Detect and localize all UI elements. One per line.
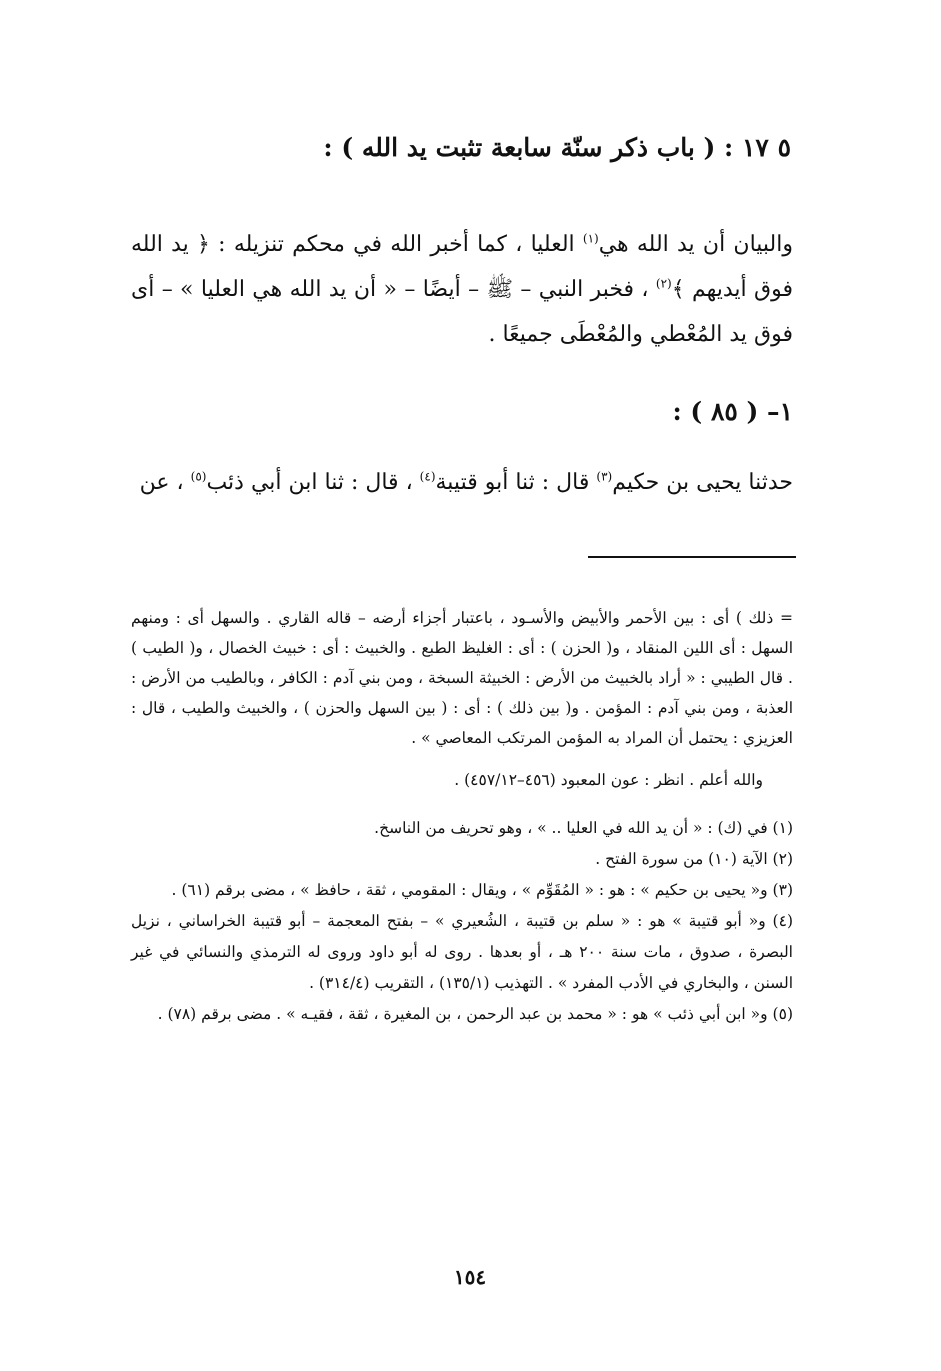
hadith-isnad bbox=[131, 463, 793, 503]
hadith-number-heading: ١– ( ٨٥ ) : bbox=[672, 397, 793, 426]
footnotes-section bbox=[131, 603, 793, 1030]
footnote-ref-4: (٤) bbox=[419, 469, 436, 484]
intro-text: والبيان أن يد الله هي bbox=[598, 232, 793, 257]
continued-footnote: = ذلك ) أى : بين الأحمر والأبيض والأسـود ، باعتبار أجزاء أرضه – قاله القاري . والسهل أى : ومنهم السهل : أى اللين المنقاد ، و( الحزن ) : أى : الغليظ الطبع . والخبيث : أى : خبيث الخصال ، و( الطيب ) . قال الطيبي : « أراد بالخبيث من الأرض : الخبيثة السبخة ، ومن بني آدم : الكافر ، وبالطيب من الأرض : العذبة ، ومن بني آدم : المؤمن . و( بين ذلك ) : أى : ( بين السهل والحزن ) ، والخبيث والطيب ، قال : العزيزي : يحتمل أن المراد به المؤمن المرتكب المعاصي » . bbox=[131, 609, 793, 747]
footnote-ref-5: (٥) bbox=[190, 469, 207, 484]
intro-text: العليا ، كما أخبر الله في محكم تنزيله : ﴿ يد الله فوق أيديهم ﴾ bbox=[131, 232, 793, 302]
footnote-2: (٢) الآية (١٠) من سورة الفتح . bbox=[595, 850, 793, 868]
footnote-ref-1: (١) bbox=[582, 231, 599, 246]
intro-paragraph bbox=[131, 222, 793, 357]
hadith-text: قال : ثنا أبو قتيبة bbox=[435, 470, 597, 495]
footnotes-list bbox=[131, 813, 793, 1030]
chapter-heading: ٥ ١٧ : ( باب ذكر سنّة سابعة تثبت يد الله ) : bbox=[323, 133, 791, 162]
footnote-4: (٤) و« أبو قتيبة » هو : « سلم بن قتيبة ، الشُعيري » – بفتح المعجمة – أبو قتيبة الخراساني ، نزيل البصرة ، صدوق ، مات سنة ٢٠٠ هـ ، أو بعدها . روى له أبو داود وروى له الترمذي والنسائي في غير السنن ، والبخاري في الأدب المفرد » . التهذيب (١٣٥/١) ، التقريب (٣١٤/٤) . bbox=[131, 912, 793, 992]
footnote-ref-3: (٣) bbox=[596, 469, 613, 484]
hadith-text: ، عن bbox=[139, 470, 191, 495]
intro-text: ، فخبر النبي – ﷺ – أيضًا – « أن يد الله هي العليا » – أى فوق يد المُعْطي والمُعْطَى جميعًا . bbox=[131, 277, 793, 347]
footnote-3: (٣) و« يحيى بن حكيم » : هو : « المُقَوِّم » ، ويقال : المقومي ، ثقة ، حافظ » ، مضى برقم (٦١) . bbox=[171, 881, 793, 899]
page-number: ١٥٤ bbox=[453, 1265, 487, 1289]
continued-footnote-reference: والله أعلم . انظر : عون المعبود (٤٥٦–٤٥٧/١٢) . bbox=[454, 771, 763, 789]
footnote-separator bbox=[588, 556, 796, 558]
hadith-text: حدثنا يحيى بن حكيم bbox=[612, 470, 793, 495]
footnote-1: (١) في (ك) : « أن يد الله في العليا .. » ، وهو تحريف من الناسخ. bbox=[374, 819, 793, 837]
footnote-5: (٥) و« ابن أبي ذئب » هو : « محمد بن عبد الرحمن ، بن المغيرة ، ثقة ، فقيـه » . مضى برقم (٧٨) . bbox=[157, 1005, 793, 1023]
footnote-ref-2: (٢) bbox=[655, 276, 672, 291]
hadith-text: ، قال : ثنا ابن أبي ذئب bbox=[206, 470, 420, 495]
